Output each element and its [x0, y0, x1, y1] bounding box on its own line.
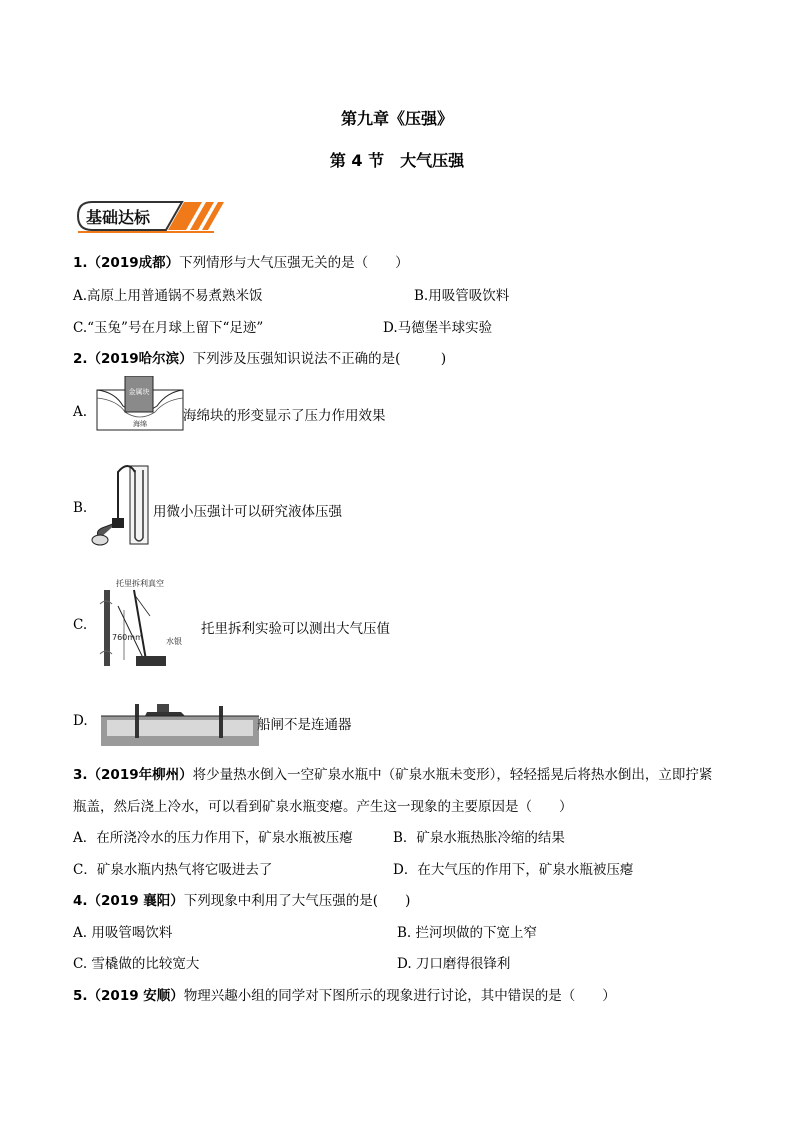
q3-source: （2019年柳州） — [87, 767, 193, 783]
q1-stem — [73, 251, 409, 271]
q4-option-c: C. 雪橇做的比较宽大 — [73, 956, 200, 972]
q3-text-line1: 将少量热水倒入一空矿泉水瓶中（矿泉水瓶未变形），轻轻摇晃后将热水倒出，立即拧紧 — [192, 767, 713, 783]
q3-number: 3. — [73, 767, 88, 783]
q2-text: 下列涉及压强知识说法不正确的是( ) — [192, 351, 447, 367]
q2-number: 2. — [73, 351, 88, 367]
torricelli-figure-mercury-label: 水银 — [166, 637, 182, 646]
torricelli-figure-height-label: 760mm — [112, 633, 143, 642]
q2-stem — [73, 347, 446, 367]
q4-option-b: B. 拦河坝做的下宽上窄 — [397, 925, 538, 941]
q2-source: （2019哈尔滨） — [87, 351, 193, 367]
pressure-gauge-figure — [88, 462, 152, 550]
q2-option-c-text: 托里拆利实验可以测出大气压值 — [201, 621, 390, 637]
q4-option-d: D. 刀口磨得很锋利 — [397, 956, 511, 972]
sponge-figure — [95, 376, 185, 432]
q1-option-a: A.高原上用普通锅不易煮熟米饭 — [73, 288, 263, 304]
q3-option-c: C．矿泉水瓶内热气将它吸进去了 — [73, 862, 273, 878]
q5-stem — [73, 984, 616, 1004]
torricelli-figure-vacuum-label: 托里拆利真空 — [116, 579, 164, 588]
q3-option-b: B．矿泉水瓶热胀冷缩的结果 — [393, 830, 565, 846]
q2-option-c-letter: C. — [73, 617, 88, 633]
q2-option-a-letter: A. — [73, 404, 88, 420]
q2-option-b-letter: B. — [73, 500, 88, 516]
q1-option-d: D.马德堡半球实验 — [383, 320, 493, 336]
q4-text: 下列现象中利用了大气压强的是( ) — [183, 893, 411, 909]
q1-number: 1. — [73, 255, 88, 271]
q4-stem — [73, 889, 410, 909]
q1-option-c: C.“玉兔”号在月球上留下“足迹” — [73, 320, 264, 336]
q3-option-d: D．在大气压的作用下，矿泉水瓶被压瘪 — [393, 862, 634, 878]
q3-stem-line2: 瓶盖，然后浇上冷水，可以看到矿泉水瓶变瘪。产生这一现象的主要原因是（ ） — [73, 799, 573, 815]
q1-source: （2019成都） — [87, 255, 180, 271]
q1-text: 下列情形与大气压强无关的是（ ） — [179, 255, 409, 271]
q2-option-a-text: 海绵块的形变显示了压力作用效果 — [183, 408, 386, 424]
q1-option-b: B.用吸管吸饮料 — [414, 288, 510, 304]
sponge-figure-block-label: 金属块 — [128, 388, 150, 396]
q5-text: 物理兴趣小组的同学对下图所示的现象进行讨论，其中错误的是（ ） — [183, 988, 616, 1004]
q4-option-a: A. 用吸管喝饮料 — [73, 925, 173, 941]
badge-label: 基础达标 — [86, 208, 151, 227]
ship-lock-figure — [101, 694, 259, 746]
q5-source: （2019 安顺） — [87, 988, 184, 1004]
torricelli-figure — [98, 576, 200, 672]
q2-option-d-text: 船闸不是连通器 — [257, 717, 352, 733]
q3-option-a: A．在所浇冷水的压力作用下，矿泉水瓶被压瘪 — [73, 830, 353, 846]
q4-source: （2019 襄阳） — [87, 893, 184, 909]
q5-number: 5. — [73, 988, 88, 1004]
q3-stem-line1 — [73, 763, 712, 783]
q2-option-b-text: 用微小压强计可以研究液体压强 — [153, 504, 342, 520]
sponge-figure-sponge-label: 海绵 — [133, 420, 147, 428]
chapter-title: 第九章《压强》 — [340, 109, 453, 128]
q2-option-d-letter: D. — [73, 713, 88, 729]
section-title: 第 4 节 大气压强 — [329, 151, 465, 170]
q4-number: 4. — [73, 893, 88, 909]
